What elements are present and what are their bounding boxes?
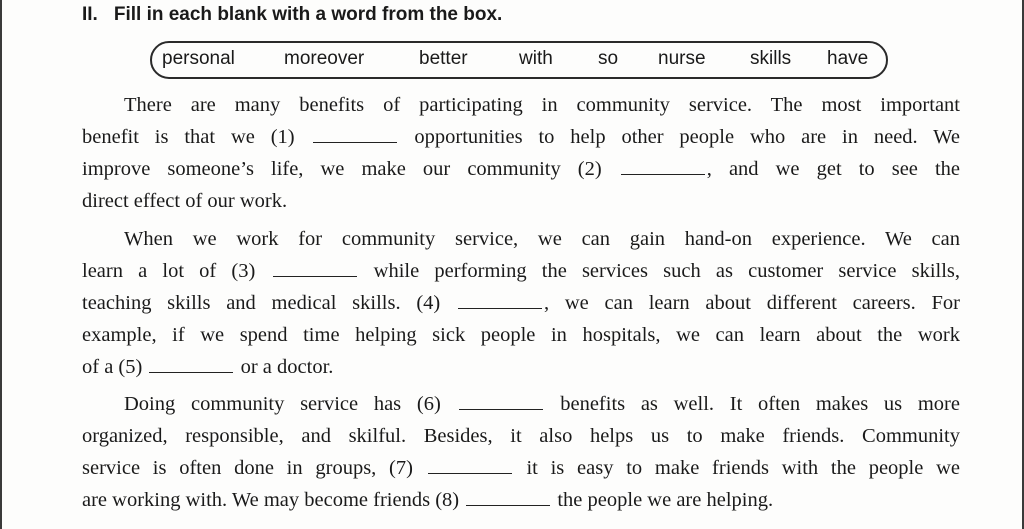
exercise-number: II. — [82, 4, 98, 25]
exercise-heading — [82, 4, 502, 26]
text-line: organized, responsible, and skilful. Besides, it also helps us to make friends. Community — [82, 425, 960, 447]
blank-6[interactable] — [459, 408, 543, 410]
text-line: learn a lot of (3) while performing the services such as customer service skills, — [82, 260, 961, 282]
word-box-item: with — [519, 48, 553, 69]
blank-4[interactable] — [458, 307, 542, 309]
text-line: are working with. We may become friends (8) the people we are helping. — [82, 489, 774, 511]
text-line: of a (5) or a doctor. — [82, 356, 334, 378]
text-line: improve someone’s life, we make our community (2) , and we get to see the — [82, 158, 961, 180]
blank-3[interactable] — [273, 275, 357, 277]
word-box-item: personal — [162, 48, 235, 69]
text-line: There are many benefits of participating in community service. The most important — [124, 94, 960, 116]
text-line: benefit is that we (1) opportunities to help other people who are in need. We — [82, 126, 960, 148]
blank-7[interactable] — [428, 472, 512, 474]
paragraph-1 — [82, 89, 960, 217]
exercise-instruction: Fill in each blank with a word from the box. — [113, 4, 503, 25]
blank-5[interactable] — [149, 371, 233, 373]
word-box-item: have — [827, 48, 869, 69]
text-line: direct effect of our work. — [82, 190, 288, 212]
text-line: When we work for community service, we can gain hand-on experience. We can — [124, 228, 960, 250]
text-line: service is often done in groups, (7) it is easy to make friends with the people we — [82, 457, 961, 479]
text-line: example, if we spend time helping sick people in hospitals, we can learn about the work — [82, 324, 960, 346]
paragraph-2 — [82, 223, 960, 383]
text-line: Doing community service has (6) benefits as well. It often makes us more — [124, 393, 960, 415]
paragraph-3 — [82, 388, 960, 516]
blank-1[interactable] — [313, 141, 397, 143]
word-box-item: nurse — [658, 48, 706, 69]
word-box-item: so — [598, 48, 619, 69]
word-box-item: better — [419, 48, 468, 69]
blank-8[interactable] — [466, 504, 550, 506]
text-line: teaching skills and medical skills. (4) , we can learn about different careers. For — [82, 292, 961, 314]
word-box-item: moreover — [284, 48, 365, 69]
word-box-item: skills — [750, 48, 792, 69]
blank-2[interactable] — [621, 173, 705, 175]
